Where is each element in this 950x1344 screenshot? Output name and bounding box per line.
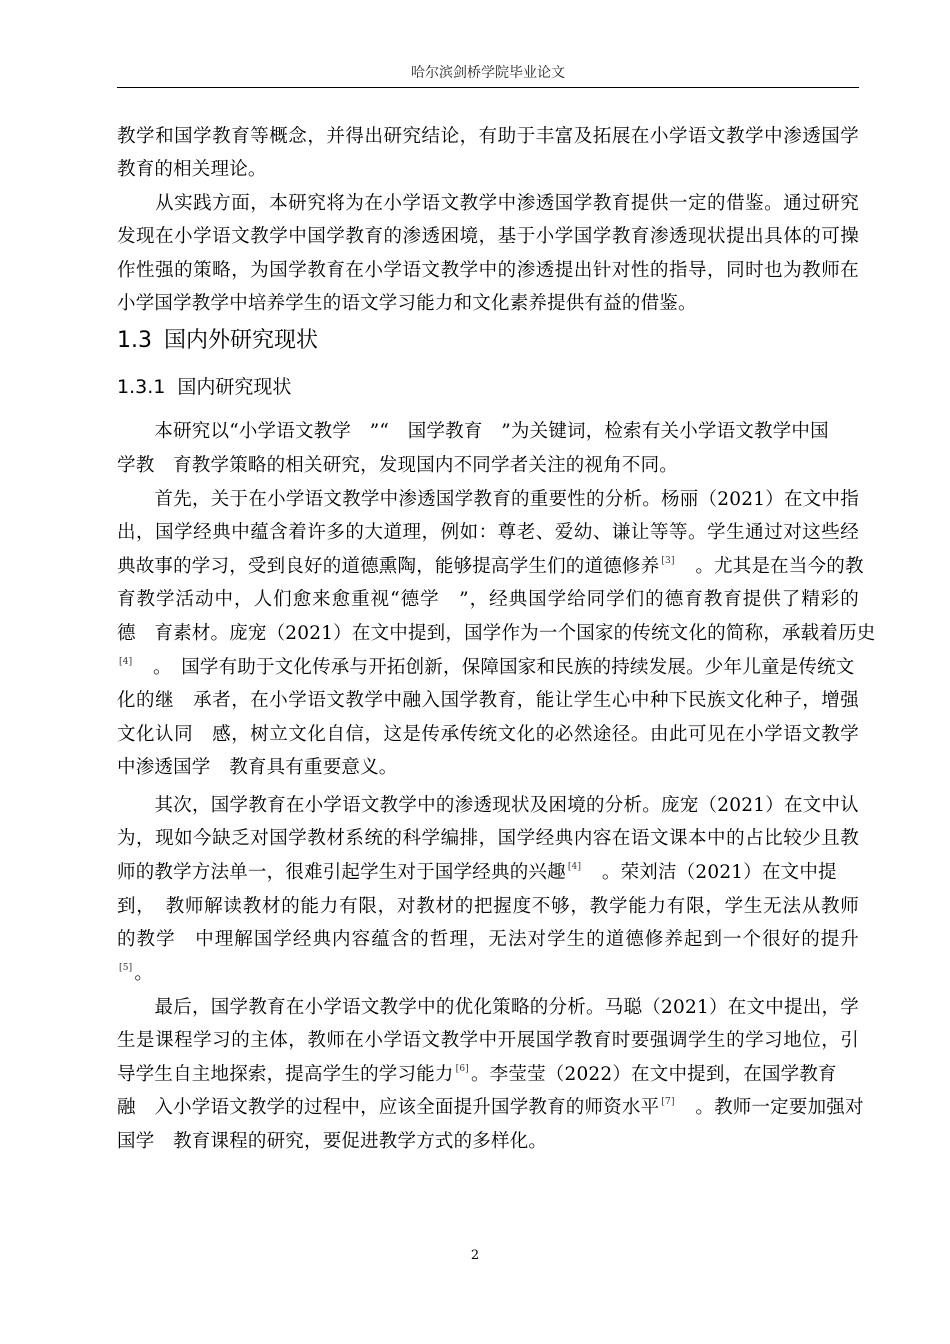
body-line: 文化认同 感，树立文化自信，这是传承传统文化的必然途径。由此可见在小学语文教学 bbox=[117, 724, 859, 745]
body-line bbox=[117, 1093, 864, 1119]
body-text: 。尤其是在当今的教 bbox=[676, 556, 864, 577]
body-text: 融 入小学语文教学的过程中，应该全面提升国学教育的师资水平 bbox=[117, 1097, 660, 1118]
header-divider bbox=[117, 87, 859, 88]
body-line: 出，国学经典中蕴含着许多的大道理，例如：尊老、爱幼、谦让等等。学生通过对这些经 bbox=[117, 522, 859, 543]
citation-ref: [3] bbox=[661, 556, 675, 566]
citation-ref: [7] bbox=[661, 1097, 675, 1107]
body-line: 中渗透国学 教育具有重要意义。 bbox=[117, 757, 398, 778]
body-line: 育教学活动中，人们愈来愈重视“德学 ”，经典国学给同学们的德育教育提供了精彩的 bbox=[117, 589, 859, 610]
body-line: 其次，国学教育在小学语文教学中的渗透现状及困境的分析。庞宠（2021）在文中认 bbox=[117, 795, 859, 816]
body-line bbox=[117, 959, 153, 985]
body-text: 。 国学有助于文化传承与开拓创新，保障国家和民族的持续发展。少年儿童是传统文 bbox=[134, 657, 855, 678]
body-line: 教育的相关理论。 bbox=[117, 159, 267, 180]
page-number: 2 bbox=[470, 1248, 480, 1263]
body-line: 为，现如今缺乏对国学教材系统的科学编排，国学经典内容在语文课本中的占比较少且教 bbox=[117, 828, 859, 849]
body-line: 作性强的策略，为国学教育在小学语文教学中的渗透提出针对性的指导，同时也为教师在 bbox=[117, 260, 859, 281]
body-line: 学教 育教学策略的相关研究，发现国内不同学者关注的视角不同。 bbox=[117, 455, 679, 476]
subsection-title: 国内研究现状 bbox=[177, 376, 292, 398]
body-line: 德 育素材。庞宠（2021）在文中提到，国学作为一个国家的传统文化的简称，承载着历史 bbox=[117, 623, 876, 644]
body-line bbox=[117, 858, 837, 884]
body-line: 最后，国学教育在小学语文教学中的优化策略的分析。马聪（2021）在文中提出，学 bbox=[117, 997, 859, 1018]
subsection-number: 1.3.1 bbox=[117, 376, 166, 398]
citation-ref: [5] bbox=[119, 963, 133, 973]
body-line: 的教学 中理解国学经典内容蕴含的哲理，无法对学生的道德修养起到一个很好的提升 bbox=[117, 929, 859, 950]
body-line: 教学和国学教育等概念，并得出研究结论，有助于丰富及拓展在小学语文教学中渗透国学 bbox=[117, 126, 859, 147]
body-line: 化的继 承者，在小学语文教学中融入国学教育，能让学生心中种下民族文化种子，增强 bbox=[117, 690, 859, 711]
section-heading bbox=[117, 323, 318, 354]
body-text: 导学生自主地探索，提高学生的学习能力 bbox=[117, 1064, 454, 1085]
body-text: 师的教学方法单一，很难引起学生对于国学经典的兴趣 bbox=[117, 862, 566, 883]
section-number: 1.3 bbox=[117, 328, 152, 353]
body-line: 发现在小学语文教学中国学教育的渗透困境，基于小学国学教育渗透现状提出具体的可操 bbox=[117, 226, 859, 247]
body-text: 。教师一定要加强对 bbox=[676, 1097, 864, 1118]
body-line: 从实践方面，本研究将为在小学语文教学中渗透国学教育提供一定的借鉴。通过研究 bbox=[117, 193, 859, 214]
running-header: 哈尔滨剑桥学院毕业论文 bbox=[411, 65, 565, 81]
body-text: 。荣刘洁（2021）在文中提 bbox=[583, 862, 837, 883]
body-line: 本研究以“小学语文教学 ”“ 国学教育 ”为关键词，检索有关小学语文教学中国 bbox=[117, 421, 829, 442]
section-title: 国内外研究现状 bbox=[164, 328, 319, 353]
body-line: 首先，关于在小学语文教学中渗透国学教育的重要性的分析。杨丽（2021）在文中指 bbox=[117, 489, 859, 510]
citation-ref: [4] bbox=[567, 862, 582, 872]
body-line: 小学国学教学中培养学生的语文学习能力和文化素养提供有益的借鉴。 bbox=[117, 293, 697, 314]
body-text: 典故事的学习，受到良好的道德熏陶，能够提高学生们的道德修养 bbox=[117, 556, 660, 577]
citation-ref: [4] bbox=[119, 657, 133, 667]
body-line bbox=[117, 653, 854, 679]
body-line bbox=[117, 552, 864, 578]
body-line: 生是课程学习的主体，教师在小学语文教学中开展国学教育时要强调学生的学习地位，引 bbox=[117, 1030, 859, 1051]
subsection-heading bbox=[117, 372, 291, 399]
body-line bbox=[117, 1060, 837, 1086]
body-text: 。 bbox=[134, 963, 154, 984]
body-line: 到， 教师解读教材的能力有限，对教材的把握度不够，教学能力有限，学生无法从教师 bbox=[117, 896, 859, 917]
body-text: 。李莹莹（2022）在文中提到，在国学教育 bbox=[470, 1064, 837, 1085]
body-line: 国学 教育课程的研究，要促进教学方式的多样化。 bbox=[117, 1131, 548, 1152]
citation-ref: [6] bbox=[455, 1064, 469, 1074]
